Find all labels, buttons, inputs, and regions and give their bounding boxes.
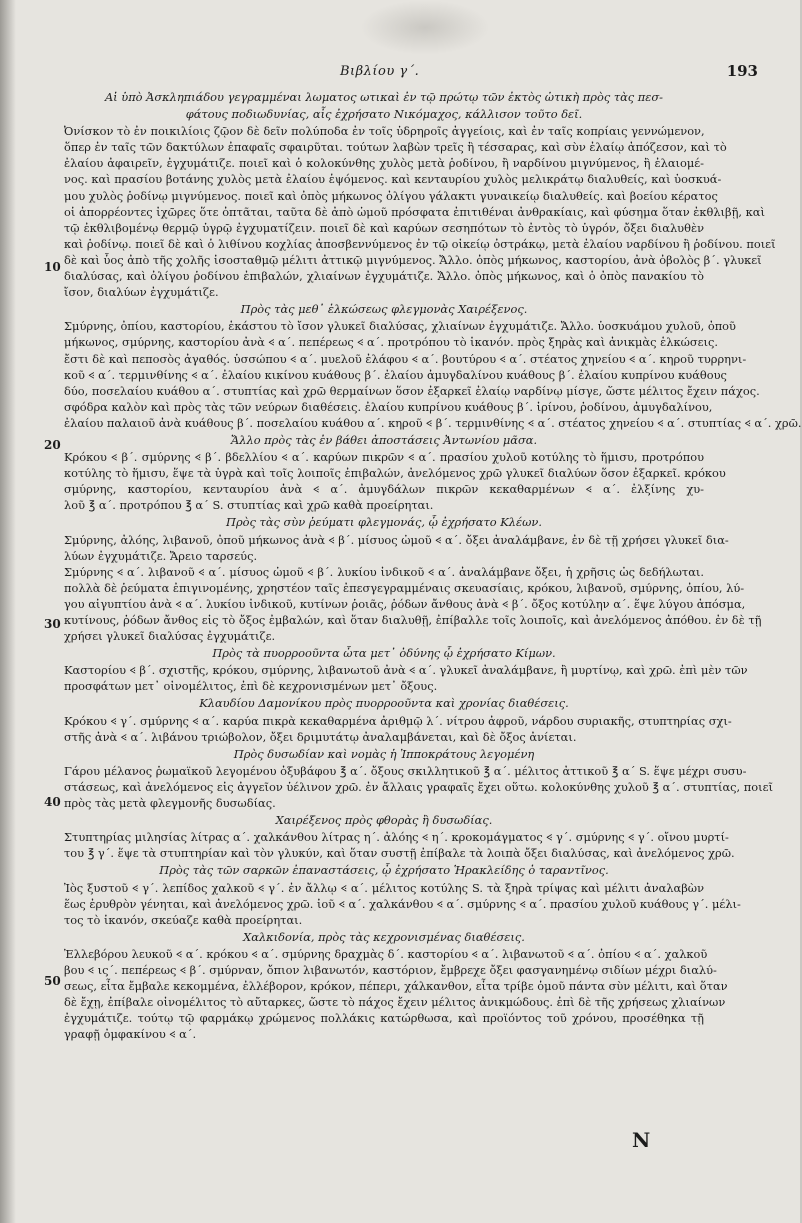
running-head: Βιβλίου γ΄. [340, 64, 420, 79]
section-heading: Χαιρέξενος πρὸς φθορὰς ἢ δυσωδίας. [275, 813, 493, 828]
main-text [64, 88, 802, 1042]
text-line: δύο, ποσελαίου κυάθου α΄. στυπτίας καὶ χρῶ θερμαίνων ὅσον ἐξαρκεῖ ἐλαίῳ ναρδίνῳ μίσγε, ὥστε μέλιτος ἔχειν πάχος. [64, 383, 760, 398]
text-line: μου χυλὸς ῥοδίνῳ μιγνύμενος. ποιεῖ καὶ ὀπὸς μήκωνος ὀλίγου γάλακτι γυναικείῳ διαλυθείς. καὶ βοείου κέρατος [64, 188, 718, 203]
text-line: Στυπτηρίας μιλησίας λίτρας α΄. χαλκάνθου λίτρας η΄. ἀλόης 𐅻 η΄. κροκομάγματος 𐅻 γ΄. σμύρνης 𐅻 γ΄. οἴνου μυρτί- [64, 830, 729, 845]
text-line: ἔστι δὲ καὶ πεποσὸς ἀγαθός. ὑσσώπου 𐅻 α΄. μυελοῦ ἐλάφου 𐅻 α΄. βουτύρου 𐅻 α΄. στέατος χηνείου 𐅻 α΄. κηροῦ τυρρηνι- [64, 351, 747, 366]
text-line: ὅπερ ἐν ταῖς τῶν δακτύλων ἐπαφαῖς σφαιρῦται. τούτων λαβὼν τρεῖς ἢ τέσσαρας, καὶ σὺν ἐλαίῳ ἀπόζεσον, καὶ τὸ [64, 140, 727, 155]
gutter-shadow [0, 0, 16, 1223]
margin-line-number: 50 [44, 974, 61, 988]
text-line: ἐλαίου παλαιοῦ ἀνὰ κυάθους β΄. ποσελαίου κυάθου α΄. κηροῦ 𐅻 β΄. τερμινθίνης 𐅻 α΄. στέατος χηνείου 𐅻 α΄. στυπτίας 𐅻 α΄. χρῶ. [64, 415, 802, 430]
text-line: ἴσον, διαλύων ἐγχυμάτιζε. [64, 285, 219, 300]
section-heading: Αἱ ὑπὸ Ἀσκληπιάδου γεγραμμέναι λωματος ωτικαὶ ἐν τῷ πρώτῳ τῶν ἐκτὸς ὠτικὴ πρὸς τὰς πεσ- [104, 90, 664, 104]
paper-stain [360, 0, 490, 55]
text-line: Σμύρνης, ὀπίου, καστορίου, ἑκάστου τὸ ἴσον γλυκεῖ διαλύσας, χλιαίνων ἐγχυμάτιζε. Ἄλλο. ὑοσκυάμου χυλοῦ, ὀποῦ [64, 319, 736, 334]
text-line: του ℥ γ΄. ἕψε τὰ στυπτηρίαν καὶ τὸν γλυκύν, καὶ ὅταν συστῇ ἐπίβαλε τὰ λοιπὰ ὄξει διαλύσας, καὶ ἀνελόμενος χρῶ. [64, 846, 735, 861]
text-line: τῷ ἐκθλιβομένῳ θερμῷ ὑγρῷ ἐγχυματίζειν. ποιεῖ δὲ καὶ καρύων σεσηπότων τὸ ἐντὸς τὸ ὑγρόν, ὄξει διαλυθὲν [64, 220, 704, 235]
text-line: κοτύλης τὸ ἥμισυ, ἕψε τὰ ὑγρὰ καὶ τοῖς λοιποῖς ἐπιβαλών, ἀνελόμενος χρῶ γλυκεῖ διαλύων ὅσον ἐξαρκεῖ. κρόκου [64, 466, 726, 481]
text-line: Ὀνίσκον τὸ ἐν ποικιλίοις ζῷον δὲ δεῖν πολύποδα ἐν τοῖς ὑδρηροῖς ἀγγείοις, καὶ ἐν ταῖς κοπρίαις γεννώμενον, [64, 124, 705, 139]
section-heading: Ἄλλο πρὸς τὰς ἐν βάθει ἀποστάσεις Ἀντωνίου μᾶσα. [230, 432, 538, 447]
text-line: Κρόκου 𐅻 β΄. σμύρνης 𐅻 β΄. βδελλίου 𐅻 α΄. καρύων πικρῶν 𐅻 α΄. πρασίου χυλοῦ κοτύλης τὸ ἥμισυ, προτρόπου [64, 450, 704, 465]
text-line: λύων ἐγχυμάτιζε. Ἄρειο ταρσεύς. [64, 548, 258, 563]
text-line: δὲ καὶ ὗος ἀπὸ τῆς χολῆς ἰσοσταθμῷ μέλιτι ἀττικῷ μιγνύμενος. Ἄλλο. ὀπὸς μήκωνος, καστορίου, ἀνὰ ὀβολὸς β΄. γλυκεῖ [64, 252, 762, 267]
text-line: διαλύσας, καὶ ὀλίγου ῥοδίνου ἐπιβαλών, χλιαίνων ἐγχυμάτιζε. Ἄλλο. ὀπὸς μήκωνος, καὶ ὁ ὀπὸς πανακίου τὸ [64, 269, 704, 284]
text-line: κοῦ 𐅻 α΄. τερμινθίνης 𐅻 α΄. ἐλαίου κικίνου κυάθους β΄. ἐλαίου ἀμυγδαλίνου κυάθους β΄. ἐλαίου κυπρίνου κυάθους [64, 367, 727, 382]
section-heading: Πρὸς τὰς σὺν ῥεύματι φλεγμονάς, ᾧ ἐχρήσατο Κλέων. [226, 515, 542, 530]
text-line: νος. καὶ πρασίου βοτάνης χυλὸς μετὰ ἐλαίου ἑψόμενος. καὶ κενταυρίου χυλὸς μελικράτῳ διαλυθείς, καὶ ὑοσκυά- [64, 172, 722, 187]
text-line: σεως, εἶτα ἔμβαλε κεκομμένα, ἐλλέβορον, κρόκον, πέπερι, χάλκανθον, εἶτα τρίβε ὁμοῦ πάντα σὺν μέλιτι, καὶ ὅταν [64, 979, 728, 994]
text-line: στάσεως, καὶ ἀνελόμενος εἰς ἀγγεῖον ὑέλινον χρῶ. ἐν ἄλλαις γραφαῖς ἔχει οὕτω. κολοκύνθης χυλοῦ ℥ α΄. στυπτίας, ποιεῖ [64, 779, 773, 794]
text-line: ἕως ἐρυθρὸν γένηται, καὶ ἀνελόμενος χρῶ. ἰοῦ 𐅻 α΄. χαλκάνθου 𐅻 α΄. σμύρνης 𐅻 α΄. πρασίου χυλοῦ κυάθους γ΄. μέλι- [64, 896, 741, 911]
margin-line-number: 20 [44, 438, 61, 452]
text-line: προσφάτων μετ᾽ οἰνομέλιτος, ἐπὶ δὲ κεχρονισμένων μετ᾽ ὄξους. [64, 679, 438, 694]
text-line: Καστορίου 𐅻 β΄. σχιστῆς, κρόκου, σμύρνης, λιβανωτοῦ ἀνὰ 𐅻 α΄. γλυκεῖ ἀναλάμβανε, ἢ μυρτίνῳ, καὶ χρῶ. ἐπὶ μὲν τῶν [64, 663, 748, 678]
margin-line-number: 40 [44, 795, 61, 809]
text-line: πολλὰ δὲ ῥεύματα ἐπιγινομένης, χρηστέον ταῖς ἐπεσγεγραμμέναις σκευασίαις, κρόκου, λιβανοῦ, σμύρνης, ὀπίου, λύ- [64, 580, 745, 595]
section-heading: φάτους ποδιωδυνίας, αἷς ἐχρήσατο Νικόμαχος, κάλλισον τοῦτο δεῖ. [185, 107, 583, 122]
text-line: ἐλαίου ἀφαιρεῖν, ἐγχυμάτιζε. ποιεῖ καὶ ὁ κολοκύνθης χυλὸς μετὰ ῥοδίνου, ἢ ναρδίνου μιγνύμενος, ἢ ἐλαιομέ- [64, 156, 704, 171]
text-line: Σμύρνης, ἀλόης, λιβανοῦ, ὀποῦ μήκωνος ἀνὰ 𐅻 β΄. μίσυος ὠμοῦ 𐅻 α΄. ὄξει ἀναλάμβανε, ἐν δὲ τῇ χρήσει γλυκεῖ δια- [64, 532, 729, 547]
text-line: Ἰὸς ξυστοῦ 𐅻 γ΄. λεπίδος χαλκοῦ 𐅻 γ΄. ἐν ἄλλῳ 𐅻 α΄. μέλιτος κοτύλης S. τὰ ξηρὰ τρίψας καὶ μέλιτι ἀναλαβὼν [64, 880, 704, 895]
text-line: Σμύρνης 𐅻 α΄. λιβανοῦ 𐅻 α΄. μίσυος ὠμοῦ 𐅻 β΄. λυκίου ἰνδικοῦ 𐅻 α΄. ἀναλάμβανε ὄξει, ἡ χρῆσις ὡς δεδήλωται. [64, 564, 704, 579]
text-line: λοῦ ℥ α΄. προτρόπου ℥ α΄ S. στυπτίας καὶ χρῶ καθὰ προείρηται. [64, 498, 434, 513]
text-line: γραφῇ ὀμφακίνου 𐅻 α΄. [64, 1027, 197, 1042]
margin-line-number: 30 [44, 617, 61, 631]
page-number: 193 [726, 62, 758, 80]
section-heading: Πρὸς τὰ πυορροοῦντα ὦτα μετ᾽ ὀδύνης ᾧ ἐχρήσατο Κίμων. [212, 646, 556, 661]
text-line: μήκωνος, σμύρνης, καστορίου ἀνὰ 𐅻 α΄. πεπέρεως 𐅻 α΄. προτρόπου τὸ ἱκανόν. πρὸς ξηρὰς καὶ ἀνικμὰς ἑλκώσεις. [64, 335, 719, 350]
text-line: Γάρου μέλανος ῥωμαϊκοῦ λεγομένου ὀξυβάφου ℥ α΄. ὄξους σκιλλητικοῦ ℥ α΄. μέλιτος ἀττικοῦ ℥ α΄ S. ἕψε μέχρι συσυ- [64, 763, 747, 778]
text-line: σφόδρα καλὸν καὶ πρὸς τὰς τῶν νεύρων διαθέσεις. ἐλαίου κυπρίνου κυάθους β΄. ἰρίνου, ῥοδίνου, ἀμυγδαλίνου, [64, 399, 713, 414]
section-heading: Κλαυδίου Δαμονίκου πρὸς πυορροοῦντα καὶ χρονίας διαθέσεις. [199, 696, 569, 711]
text-line: βου 𐅻 ις΄. πεπέρεως 𐅻 β΄. σμύρναν, ὄπιον λιβανωτόν, καστόριον, ἔμβρεχε ὄξει φασγανημένῳ σιδίων μέχρι διαλύ- [64, 962, 717, 977]
text-line: οἱ ἀπορρέοντες ἰχῶρες ὅτε ὀπτᾶται, ταῦτα δὲ ἀπὸ ὠμοῦ πρόσφατα ἐπιτιθέναι ἀνθρακίαις, καὶ φύσημα ὅταν ἐκθλιβῇ, καὶ [64, 204, 765, 219]
text-line: στῆς ἀνὰ 𐅻 α΄. λιβάνου τριώβολον, ὄξει δριμυτάτῳ ἀναλαμβάνεται, καὶ δὲ ὄξος ἀνίεται. [64, 729, 577, 744]
text-line: τος τὸ ἱκανόν, σκεύαζε καθὰ προείρηται. [64, 912, 303, 927]
text-line: δὲ ἔχῃ, ἐπίβαλε οἰνομέλιτος τὸ αὔταρκες, ὥστε τὸ πάχος ἔχειν μέλιτος ἀνικμώδους. ἐπὶ δὲ τῆς χρήσεως χλιαίνων [64, 995, 726, 1010]
text-line: πρὸς τὰς μετὰ φλεγμονῆς δυσωδίας. [64, 796, 276, 811]
section-heading: Πρὸς τὰς τῶν σαρκῶν ἐπαναστάσεις, ᾧ ἐχρήσατο Ἡρακλείδης ὁ ταραντῖνος. [159, 863, 609, 878]
text-line: Ἐλλεβόρου λευκοῦ 𐅻 α΄. κρόκου 𐅻 α΄. σμύρνης δραχμὰς δ΄. καστορίου 𐅻 α΄. λιβανωτοῦ 𐅻 α΄. ὀπίου 𐅻 α΄. χαλκοῦ [64, 946, 708, 961]
text-line: κυτίνους, ῥόδων ἄνθος εἰς τὸ ὄξος ἐμβαλών, καὶ ὅταν διαλυθῇ, ἐπίβαλλε τοῖς λοιποῖς, καὶ ἀνελόμενος ἀπόθου. ἐν δὲ τῇ [64, 613, 762, 627]
signature-mark: N [632, 1128, 651, 1152]
text-line: γου αἰγυπτίου ἀνὰ 𐅻 α΄. λυκίου ἰνδικοῦ, κυτίνων ῥοιᾶς, ῥόδων ἄνθους ἀνὰ 𐅻 β΄. ὄξος κοτύλην α΄. ἕψε λύγου ἀπόσμα, [64, 596, 746, 611]
text-line: χρήσει γλυκεῖ διαλύσας ἐγχυμάτιζε. [64, 629, 276, 644]
text-line: καὶ ῥοδίνῳ. ποιεῖ δὲ καὶ ὁ λιθίνου κοχλίας ἀποσβεννύμενος ἐν τῷ οἰκείῳ ὀστράκῳ, μετὰ ἐλαίου ναρδίνου ἢ ῥοδίνου. ποιεῖ [64, 236, 776, 251]
section-heading: Πρὸς τὰς μεθ᾽ ἑλκώσεως φλεγμονὰς Χαιρέξενος. [240, 302, 528, 317]
text-line: σμύρνης, καστορίου, κενταυρίου ἀνὰ 𐅻 α΄. ἀμυγδάλων πικρῶν κεκαθαρμένων 𐅻 α΄. ἐλξίνης χυ- [64, 482, 704, 497]
section-heading: Χαλκιδονία, πρὸς τὰς κεχρονισμένας διαθέσεις. [243, 929, 525, 944]
text-line: ἐγχυμάτιζε. τούτῳ τῷ φαρμάκῳ χρώμενος πολλάκις κατώρθωσα, καὶ προϊόντος τοῦ χρόνου, προσέθηκα τῇ [64, 1011, 704, 1026]
text-line: Κρόκου 𐅻 γ΄. σμύρνης 𐅻 α΄. καρύα πικρὰ κεκαθαρμένα ἀριθμῷ λ΄. νίτρου ἀφροῦ, νάρδου συριακῆς, στυπτηρίας σχι- [64, 713, 732, 728]
margin-line-number: 10 [44, 260, 61, 274]
section-heading: Πρὸς δυσωδίαν καὶ νομὰς ἡ Ἰπποκράτους λεγομένη [233, 746, 535, 761]
